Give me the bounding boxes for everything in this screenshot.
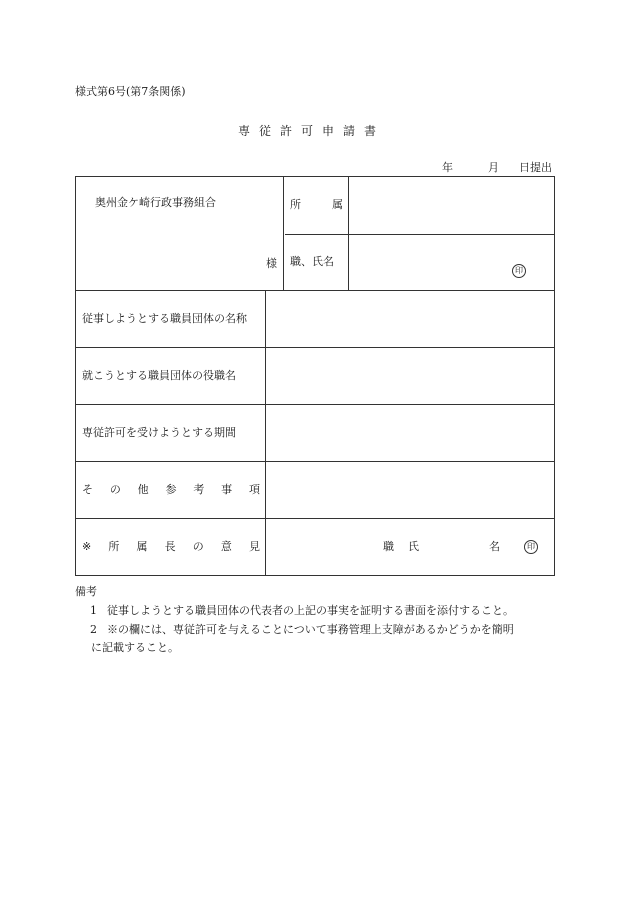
column-divider [265, 290, 266, 576]
note-number: 2 [90, 623, 97, 636]
row-label-period: 専従許可を受けようとする期間 [82, 426, 236, 439]
row-label-position-title: 就こうとする職員団体の役職名 [82, 369, 236, 382]
row-label-supervisor-opinion [82, 541, 260, 552]
row-divider [75, 290, 555, 291]
label-char: ※ [82, 540, 92, 553]
label-char: 考 [193, 483, 205, 496]
row-value-period[interactable] [268, 406, 553, 460]
row-value-position-title[interactable] [268, 349, 553, 403]
date-month-label: 月 [488, 161, 499, 174]
row-divider [75, 518, 555, 519]
supervisor-name-label-b: 名 [489, 540, 500, 553]
note-text: 従事しようとする職員団体の代表者の上記の事実を証明する書面を添付すること。 [107, 604, 514, 617]
date-year-label: 年 [442, 161, 453, 174]
affiliation-label-char: 属 [332, 198, 343, 211]
label-char: の [109, 483, 121, 496]
label-char: 参 [165, 483, 177, 496]
note-text-continued: に記載すること。 [91, 641, 179, 654]
label-char: 所 [108, 540, 120, 553]
note-text: ※の欄には、専従許可を与えることについて事務管理上支障があるかどうかを簡明 [107, 623, 514, 636]
submission-date-line [416, 162, 552, 173]
note-number: 1 [90, 604, 97, 617]
label-char: の [192, 540, 204, 553]
addressee-honorific: 様 [266, 257, 277, 270]
affiliation-field[interactable] [350, 178, 553, 232]
column-divider [283, 176, 284, 290]
supervisor-name-label-a: 氏 [408, 540, 419, 553]
row-divider [75, 461, 555, 462]
affiliation-label-char: 所 [290, 198, 301, 211]
document-title: 専従許可申請書 [238, 124, 386, 138]
row-divider [285, 234, 555, 235]
label-char: 項 [248, 483, 260, 496]
label-char: そ [82, 483, 93, 496]
row-label-other-reference [82, 484, 260, 495]
label-char: 長 [164, 540, 176, 553]
affiliation-label [290, 199, 343, 210]
notes-heading: 備考 [75, 585, 97, 598]
supervisor-position-label: 職 [383, 540, 394, 553]
addressee-name: 奥州金ケ崎行政事務組合 [95, 196, 216, 209]
label-char: 見 [248, 540, 260, 553]
label-char: 属 [136, 540, 148, 553]
column-divider [348, 176, 349, 290]
label-char: 事 [221, 483, 233, 496]
row-divider [75, 347, 555, 348]
label-char: 他 [137, 483, 149, 496]
supervisor-seal-icon: 印 [524, 540, 538, 554]
row-label-organization-name: 従事しようとする職員団体の名称 [82, 312, 247, 325]
row-value-organization-name[interactable] [268, 292, 553, 346]
form-number-label: 様式第6号(第7条関係) [75, 85, 186, 98]
position-name-field[interactable] [350, 236, 553, 289]
row-divider [75, 404, 555, 405]
applicant-seal-icon: 印 [512, 264, 526, 278]
date-day-submitted-label: 日提出 [519, 161, 552, 174]
position-name-label: 職、氏名 [290, 255, 334, 268]
row-value-other-reference[interactable] [268, 463, 553, 517]
label-char: 意 [220, 540, 232, 553]
